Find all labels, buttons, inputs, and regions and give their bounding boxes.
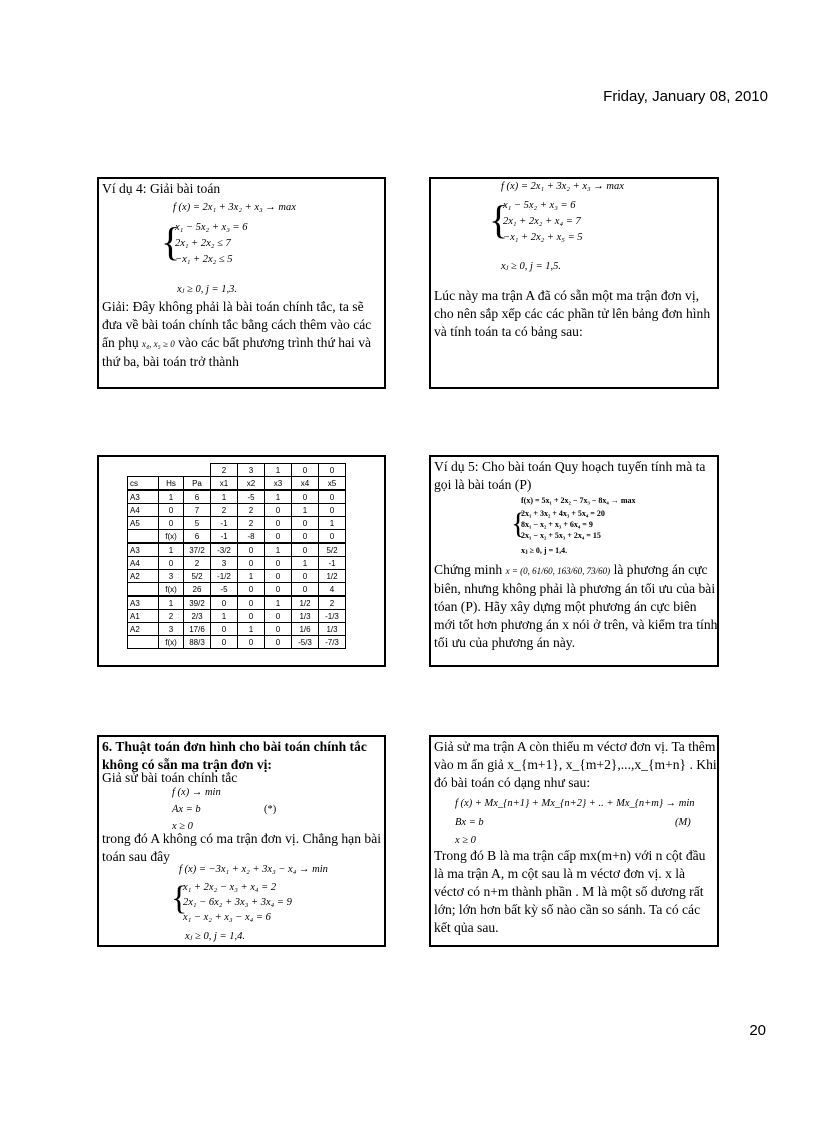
table-cell: 0 xyxy=(292,570,319,583)
page-number: 20 xyxy=(749,1022,766,1039)
table-cell: 1/2 xyxy=(292,596,319,610)
nonnegativity: xⱼ ≥ 0, j = 1,4. xyxy=(521,546,568,555)
aux-objective: f (x) + Mx_{n+1} + Mx_{n+2} + .. + Mx_{n+m} → min xyxy=(455,798,695,809)
table-cell: 0 xyxy=(238,557,265,570)
slide-body xyxy=(434,561,718,652)
general-constraint: Ax = b xyxy=(172,804,201,815)
table-cell: 2 xyxy=(211,504,238,517)
constraint-system xyxy=(183,880,292,925)
table-row xyxy=(128,543,346,557)
table-cell: 1/2 xyxy=(319,570,346,583)
table-cell: 1 xyxy=(159,596,184,610)
table-cell: 0 xyxy=(211,636,238,649)
slide-artificial-variables xyxy=(429,735,719,947)
table-cell: A3 xyxy=(128,543,159,557)
table-cell: 0 xyxy=(265,557,292,570)
table-cell: 0 xyxy=(265,610,292,623)
slide-canonical-form xyxy=(429,177,719,389)
table-cell: 2 xyxy=(238,517,265,530)
table-cell: 0 xyxy=(292,517,319,530)
table-cell: 0 xyxy=(211,596,238,610)
table-cell: 1 xyxy=(238,570,265,583)
table-cell: 4 xyxy=(319,583,346,597)
table-cell: 88/3 xyxy=(184,636,211,649)
table-row xyxy=(128,517,346,530)
slide-simplex-table xyxy=(97,455,386,667)
table-cell: 0 xyxy=(159,517,184,530)
table-cell: 1 xyxy=(319,517,346,530)
table-cell: 1 xyxy=(159,543,184,557)
table-cell: 3 xyxy=(159,623,184,636)
table-row xyxy=(128,596,346,610)
table-row xyxy=(128,530,346,544)
table-cell: x2 xyxy=(238,477,265,491)
table-cell xyxy=(128,464,159,477)
table-row xyxy=(128,636,346,649)
table-cell: Hs xyxy=(159,477,184,491)
constraint: x₁ − 5x₂ + x₃ = 6 xyxy=(503,200,576,211)
constraint: 2x₁ − x₂ + 5x₃ + 2x₄ = 15 xyxy=(521,531,601,540)
table-cell: A2 xyxy=(128,570,159,583)
constraint: −x₁ + 2x₂ ≤ 5 xyxy=(175,254,233,265)
table-cell: f(x) xyxy=(159,636,184,649)
slide-example-5 xyxy=(429,455,719,667)
table-cell: -1 xyxy=(211,530,238,544)
aux-constraint: Bx = b xyxy=(455,817,484,828)
table-cell: 0 xyxy=(238,583,265,597)
body-text: x nói ở trên, và kiểm tra tính tối ưu của phương án này. xyxy=(434,617,718,650)
table-cell: Pa xyxy=(184,477,211,491)
table-cell: 0 xyxy=(292,543,319,557)
table-cell: -1/2 xyxy=(211,570,238,583)
table-cell: 2 xyxy=(211,464,238,477)
solution-vector: x = (0, 61/60, 163/60, 73/60) xyxy=(505,566,611,576)
brace-icon: { xyxy=(171,880,188,917)
table-cell: 2/3 xyxy=(184,610,211,623)
table-cell: 1 xyxy=(292,504,319,517)
table-cell xyxy=(128,530,159,544)
nonnegativity: xⱼ ≥ 0, j = 1,4. xyxy=(185,931,245,942)
table-cell: 1 xyxy=(292,557,319,570)
constraint-system xyxy=(521,508,605,541)
slide-body xyxy=(102,298,386,371)
brace-icon: { xyxy=(161,219,181,264)
table-cell: 1 xyxy=(159,490,184,504)
table-cell: 0 xyxy=(238,610,265,623)
general-objective: f (x) → min xyxy=(172,787,221,798)
slide-body: Ví dụ 5: Cho bài toán Quy hoạch tuyến tính mà ta gọi là bài toán (P) xyxy=(434,459,706,492)
slide-algorithm xyxy=(97,735,386,947)
aux-nonneg: x ≥ 0 xyxy=(455,835,476,846)
table-cell: cs xyxy=(128,477,159,491)
constraint: x₁ − x₂ + x₃ − x₄ = 6 xyxy=(183,912,271,923)
simplex-table xyxy=(127,463,346,649)
table-cell: 1 xyxy=(265,490,292,504)
objective-function: f (x) = 2x₁ + 3x₂ + x₃ → max xyxy=(173,202,296,213)
slide-body: Giả sử ma trận A còn thiếu m véctơ đơn vị. Ta thêm vào m ẩn giả x_{m+1}, x_{m+2},...,x_{m+n} . Khi đó bài toán có dạng như sau: xyxy=(434,739,717,790)
objective-function: f (x) = 2x₁ + 3x₂ + x₃ → max xyxy=(501,181,624,192)
table-cell: 0 xyxy=(265,504,292,517)
table-cell: x4 xyxy=(292,477,319,491)
table-cell: A3 xyxy=(128,490,159,504)
table-cell: 3 xyxy=(238,464,265,477)
table-cell: 0 xyxy=(319,530,346,544)
table-cell: -7/3 xyxy=(319,636,346,649)
table-cell: 0 xyxy=(238,596,265,610)
constraint: 8x₁ − x₂ + x₃ + 6x₄ = 9 xyxy=(521,520,593,529)
table-cell: 1/6 xyxy=(292,623,319,636)
constraint: −x₁ + 2x₂ + x₅ = 5 xyxy=(503,232,583,243)
cost-row xyxy=(128,464,346,477)
slide-title: 6. Thuật toán đơn hình cho bài toán chính tắc không có sẵn ma trận đơn vị: xyxy=(102,739,367,772)
table-cell xyxy=(128,636,159,649)
table-cell: 0 xyxy=(265,517,292,530)
table-cell: 37/2 xyxy=(184,543,211,557)
table-cell: f(x) xyxy=(159,530,184,544)
table-cell: -3/2 xyxy=(211,543,238,557)
table-row xyxy=(128,623,346,636)
slide-body: trong đó A không có ma trận đơn vị. Chẳng hạn bài toán sau đây xyxy=(102,831,382,864)
table-cell xyxy=(159,464,184,477)
slide-body: Lúc này ma trận A đã có sẵn một ma trận đơn vị, cho nên sắp xếp các các phần tử lên bảng đơn hình và tính toán ta có bảng sau: xyxy=(434,288,711,339)
table-row xyxy=(128,583,346,597)
slide-body: Trong đó B là ma trận cấp mx(m+n) với n cột đầu là ma trận A, m cột sau là m véctơ đơn vị. x là véctơ có n+m thành phần . M là một số dương rất lớn; lớn hơn bất kỳ số nào cần so sánh. Ta có các kết qủa sau. xyxy=(434,848,706,935)
slide-title: Ví dụ 4: Giải bài toán xyxy=(102,181,221,196)
constraint: 2x₁ + 2x₂ + x₄ = 7 xyxy=(503,216,581,227)
table-cell: -5 xyxy=(211,583,238,597)
table-row xyxy=(128,490,346,504)
table-cell xyxy=(128,583,159,597)
table-cell: x1 xyxy=(211,477,238,491)
table-cell: 0 xyxy=(265,570,292,583)
table-cell: 0 xyxy=(292,464,319,477)
objective-function: f(x) = 5x₁ + 2x₂ − 7x₃ − 8x₄ → max xyxy=(521,496,636,505)
table-cell: 0 xyxy=(292,490,319,504)
table-cell: 1 xyxy=(265,596,292,610)
table-cell: -5 xyxy=(238,490,265,504)
body-text: Giải: Đây không phải là bài toán chính tắc, ta sẽ đưa về bài toán chính tắc bằng cách thêm vào các ẩn phụ xyxy=(102,299,372,350)
table-cell: 0 xyxy=(238,636,265,649)
equation-label: (M) xyxy=(675,817,691,828)
table-cell: 0 xyxy=(319,464,346,477)
constraint: 2x₁ + 3x₂ + 4x₃ + 5x₄ = 20 xyxy=(521,509,605,518)
constraint-system xyxy=(503,198,583,246)
table-cell: 6 xyxy=(184,530,211,544)
brace-icon: { xyxy=(489,197,509,242)
brace-icon: { xyxy=(511,507,526,540)
constraint-system xyxy=(175,220,247,268)
table-cell: 2 xyxy=(184,557,211,570)
table-cell: 3 xyxy=(211,557,238,570)
table-cell: 5 xyxy=(184,517,211,530)
table-row xyxy=(128,570,346,583)
table-cell: 0 xyxy=(159,504,184,517)
constraint: x₁ − 5x₂ + x₃ = 6 xyxy=(175,222,248,233)
nonnegativity: xⱼ ≥ 0, j = 1,3. xyxy=(177,284,237,295)
table-cell: 2 xyxy=(238,504,265,517)
table-cell: 0 xyxy=(265,583,292,597)
table-cell xyxy=(184,464,211,477)
table-cell: 1 xyxy=(265,543,292,557)
slide-example-4 xyxy=(97,177,386,389)
table-cell: 0 xyxy=(159,557,184,570)
table-cell: 1/3 xyxy=(292,610,319,623)
table-cell: -1 xyxy=(319,557,346,570)
table-cell: A4 xyxy=(128,557,159,570)
table-row xyxy=(128,504,346,517)
table-cell: f(x) xyxy=(159,583,184,597)
table-cell: 0 xyxy=(319,504,346,517)
table-cell: 6 xyxy=(184,490,211,504)
table-cell: 1 xyxy=(265,464,292,477)
constraint: 2x₁ + 2x₂ ≤ 7 xyxy=(175,238,231,249)
table-cell: 7 xyxy=(184,504,211,517)
table-cell: A3 xyxy=(128,596,159,610)
table-cell: 3 xyxy=(159,570,184,583)
table-cell: 1 xyxy=(211,490,238,504)
table-cell: 0 xyxy=(319,490,346,504)
objective-function: f (x) = −3x₁ + x₂ + 3x₃ − x₄ → min xyxy=(179,864,328,875)
header-date: Friday, January 08, 2010 xyxy=(603,88,768,105)
table-row xyxy=(128,610,346,623)
body-text: Chứng minh xyxy=(434,562,503,577)
body-text: là phương án cực biên, nhưng không phải là phương án tối ưu của bài tóan (P). Hãy xây dựng một phương án cực biên mới tốt hơn phương án xyxy=(434,562,716,632)
table-cell: 0 xyxy=(265,636,292,649)
table-cell: -1/3 xyxy=(319,610,346,623)
table-cell: 39/2 xyxy=(184,596,211,610)
table-cell: 1 xyxy=(238,623,265,636)
table-row xyxy=(128,557,346,570)
table-cell: 2 xyxy=(319,596,346,610)
table-header-row xyxy=(128,477,346,491)
table-cell: x5 xyxy=(319,477,346,491)
equation-label: (*) xyxy=(264,804,277,815)
table-cell: x3 xyxy=(265,477,292,491)
table-cell: 5/2 xyxy=(184,570,211,583)
table-cell: 0 xyxy=(292,583,319,597)
table-cell: 1 xyxy=(211,610,238,623)
table-cell: 17/6 xyxy=(184,623,211,636)
table-cell: -1 xyxy=(211,517,238,530)
slide-body: Giả sử bài toán chính tắc xyxy=(102,770,238,785)
table-cell: 0 xyxy=(211,623,238,636)
table-cell: A2 xyxy=(128,623,159,636)
table-cell: 1/3 xyxy=(319,623,346,636)
general-nonneg: x ≥ 0 xyxy=(172,821,193,832)
table-cell: -5/3 xyxy=(292,636,319,649)
table-cell: A5 xyxy=(128,517,159,530)
constraint: x₁ + 2x₂ − x₃ + x₄ = 2 xyxy=(183,882,277,893)
body-text: vào các bất phương trình thứ hai và thứ ba, bài toán trở thành xyxy=(102,335,372,369)
table-cell: 0 xyxy=(238,543,265,557)
table-cell: A4 xyxy=(128,504,159,517)
slack-vars: x₄, x₅ ≥ 0 xyxy=(142,339,175,349)
table-cell: 0 xyxy=(265,623,292,636)
table-cell: 0 xyxy=(292,530,319,544)
nonnegativity: xⱼ ≥ 0, j = 1,5. xyxy=(501,261,561,272)
constraint: 2x₁ − 6x₂ + 3x₃ + 3x₄ = 9 xyxy=(183,897,292,908)
table-cell: 0 xyxy=(265,530,292,544)
table-cell: 26 xyxy=(184,583,211,597)
table-cell: 5/2 xyxy=(319,543,346,557)
table-cell: -8 xyxy=(238,530,265,544)
table-cell: 2 xyxy=(159,610,184,623)
table-cell: A1 xyxy=(128,610,159,623)
